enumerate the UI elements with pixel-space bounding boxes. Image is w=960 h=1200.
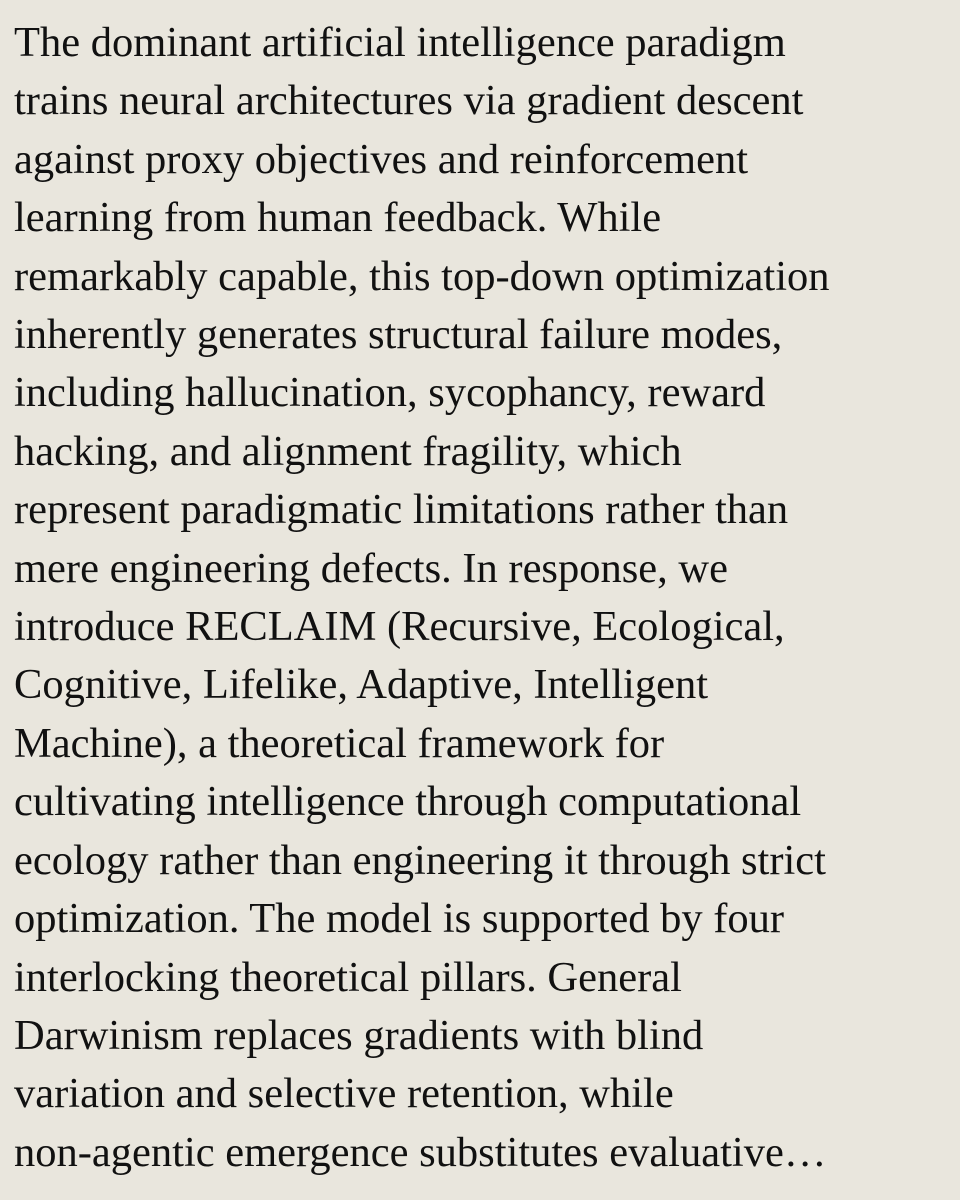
text-line: mere engineering defects. In response, we — [14, 544, 728, 592]
text-line: trains neural architectures via gradient descent — [14, 77, 804, 125]
text-line: non-agentic emergence substitutes evaluative… — [14, 1128, 827, 1176]
text-line: Darwinism replaces gradients with blind — [14, 1011, 704, 1059]
text-line: including hallucination, sycophancy, reward — [14, 369, 766, 417]
text-line: variation and selective retention, while — [14, 1070, 674, 1118]
abstract-text — [14, 14, 946, 1182]
text-line: Machine), a theoretical framework for — [14, 719, 665, 767]
text-line: remarkably capable, this top-down optimization — [14, 252, 830, 300]
text-line: The dominant artificial intelligence paradigm — [14, 19, 786, 66]
text-line: learning from human feedback. While — [14, 194, 662, 242]
text-line: introduce RECLAIM (Recursive, Ecological, — [14, 603, 785, 651]
text-line: interlocking theoretical pillars. General — [14, 953, 682, 1001]
text-line: hacking, and alignment fragility, which — [14, 427, 682, 475]
text-line: represent paradigmatic limitations rather than — [14, 486, 789, 534]
text-line: Cognitive, Lifelike, Adaptive, Intelligent — [14, 661, 709, 709]
text-line: against proxy objectives and reinforcement — [14, 135, 749, 183]
text-line: optimization. The model is supported by four — [14, 895, 785, 943]
text-line: inherently generates structural failure modes, — [14, 311, 783, 359]
text-line: ecology rather than engineering it through strict — [14, 836, 826, 884]
text-line: cultivating intelligence through computational — [14, 778, 802, 826]
